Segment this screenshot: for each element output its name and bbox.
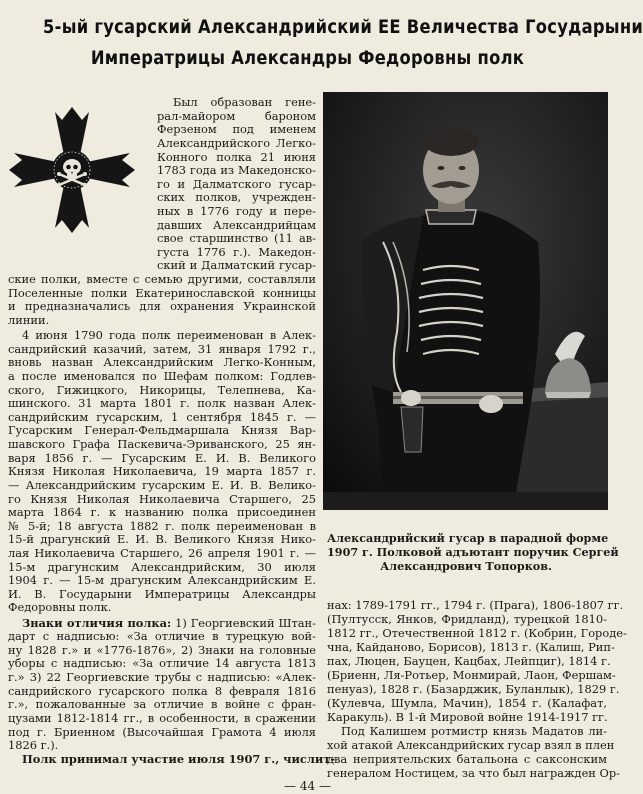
text-line: сандрийского гусарского полка 8 февраля 1816 <box>8 683 316 698</box>
text-line: Поселенные полки Екатеринославской конницы <box>8 285 316 300</box>
text-line: Федоровны полк. <box>8 600 112 615</box>
text-line: (Кулевча, Шумла, Мачин), 1854 г. (Калафат, <box>327 696 607 710</box>
text-line: Конного полка 21 июня <box>157 149 316 164</box>
text-line: хой атакой Александрийских гусар взял в плен <box>327 738 615 752</box>
text-line: сандрийским гусарским, 1 сентября 1845 г. — <box>8 409 316 424</box>
text-line: г.» 3) 22 Георгиевские трубы с надписью: «Алек- <box>8 670 316 684</box>
photo-caption-line-2: 1907 г. Полковой адъютант поручик Сергей <box>327 545 619 559</box>
text-line: дарт с надписью: «За отличие в турецкую вой- <box>8 629 316 644</box>
page-number: — 44 — <box>284 779 331 793</box>
text-line: свое старшинство (11 ав- <box>157 231 316 246</box>
text-line: ских полков, учрежден- <box>157 190 316 205</box>
text-line: вновь назван Александрийским Легко-Конным, <box>8 355 316 370</box>
text-line: Александрийского Легко- <box>157 135 316 150</box>
text-line: Ферзеном под именем <box>157 122 316 137</box>
text-line: марта 1864 г. к названию полка присоединен <box>8 505 316 520</box>
text-line: Каракуль). В 1-й Мировой войне 1914-1917 гг. <box>327 710 608 724</box>
text-line: цузами 1812-1814 гг., в особенности, в сражении <box>8 710 316 725</box>
text-line: густа 1776 г.). Македон- <box>157 244 316 259</box>
text-line: пенуаз), 1828 г. (Базарджик, Буланлык), 1829 г. <box>327 682 620 696</box>
text-line: 15-й драгунский Е. И. В. Великого Князя Нико- <box>8 532 316 547</box>
text-line: уборы с надписью: «За отличие 14 августа 1813 <box>8 656 316 671</box>
text-line: 1812 гг., Отечественной 1812 г. (Кобрин, Городе- <box>327 626 627 640</box>
text-line: 4 июня 1790 года полк переименован в Алек- <box>22 328 316 342</box>
text-line: 1826 г.). <box>8 738 59 753</box>
text-line: го Князя Николая Николаевича Старшего, 25 <box>8 491 316 506</box>
text-line: г.», пожалованные за отличие в войне с фран- <box>8 697 316 712</box>
text-line: чна, Кайданово, Борисов), 1813 г. (Калиш, Рип- <box>327 640 615 654</box>
text-line: давших Александрийцам <box>157 217 316 232</box>
text-line: сандрийский казачий, затем, 31 января 1792 г., <box>8 341 316 356</box>
text-line: И. В. Государыни Императрицы Александры <box>8 586 316 601</box>
photo-caption-line-3: Александрович Топорков. <box>380 559 552 573</box>
text-line: ский и Далматский гусар- <box>157 258 316 273</box>
text-line: (Пултусск, Янков, Фридланд), турецкой 1810- <box>327 612 607 626</box>
text-line: рал-майором бароном <box>157 108 316 123</box>
text-line: нах: 1789-1791 гг., 1794 г. (Прага), 1806-1807 гг. <box>327 598 624 612</box>
text-line: ского, Гижицкого, Никорицы, Телепнева, Ка- <box>8 382 316 397</box>
text-line: а после именовался по Шефам полком: Годлев- <box>8 368 316 383</box>
text-line-insignia-heading: Знаки отличия полка: 1) Георгиевский Штан- <box>22 615 316 630</box>
page-title-line-1: 5-ый гусарский Александрийский ЕЕ Величества Государыни <box>43 16 643 38</box>
text-line: линии. <box>8 312 50 327</box>
text-line: Полк принимал участие июля 1907 г., числит- <box>22 751 336 766</box>
text-line: ных в 1776 году и пере- <box>157 204 316 218</box>
text-line: 1904 г. — 15-м драгунским Александрийским Е. <box>8 573 316 588</box>
text-line: лая Николаевича Старшего, 26 апреля 1901 г. — <box>8 546 316 560</box>
text-line: шавского Графа Паскевича-Эриванского, 25 ян- <box>8 437 316 451</box>
text-line: го и Далматского гусар- <box>157 176 316 191</box>
text-line: ну 1828 г.» и «1776-1876», 2) Знаки на головные <box>8 642 316 657</box>
hussar-portrait-photo <box>323 92 608 510</box>
text-line: 1783 года из Македонско- <box>157 163 316 178</box>
text-line: Под Калишем ротмистр князь Мадатов ли- <box>341 724 607 738</box>
text-line: шинского. 31 марта 1801 г. полк назван Алек- <box>8 396 316 411</box>
text-line: под г. Бриенном (Высочайшая Грамота 4 июля <box>8 724 316 739</box>
text-line: ские полки, вместе с семью другими, составляли <box>8 272 316 287</box>
text-line: № 5-й; 18 августа 1882 г. полк переименован в <box>8 518 316 533</box>
text-line: генералом Ностицем, за что был награжден Ор- <box>327 766 621 780</box>
text-line: варя 1856 г. — Гусарским Е. И. В. Великого <box>8 450 316 465</box>
text-line: Князя Николая Николаевича, 19 марта 1857 г. <box>8 464 316 479</box>
text-line: и предназначались для охранения Украинской <box>8 299 316 314</box>
text-line: — Александрийским гусарским Е. И. В. Велико- <box>8 477 316 492</box>
text-line: Был образован гене- <box>173 95 316 109</box>
photo-caption-line-1: Александрийский гусар в парадной форме <box>327 531 609 545</box>
text-line: Гусарским Генерал-Фельдмаршала Князя Вар- <box>8 423 316 438</box>
text-line: (Бриенн, Ля-Ротьер, Монмирай, Лаон, Фершам- <box>327 668 616 682</box>
text-line: 15-м драгунским Александрийским, 30 июля <box>8 559 316 574</box>
text-line: пах, Люцен, Бауцен, Кацбах, Лейпциг), 1814 г. <box>327 654 611 668</box>
text-line: два неприятельских батальона с саксонским <box>327 752 607 766</box>
page-title-line-2: Императрицы Александры Федоровны полк <box>90 47 525 69</box>
regimental-cross-skull-icon <box>0 106 145 236</box>
